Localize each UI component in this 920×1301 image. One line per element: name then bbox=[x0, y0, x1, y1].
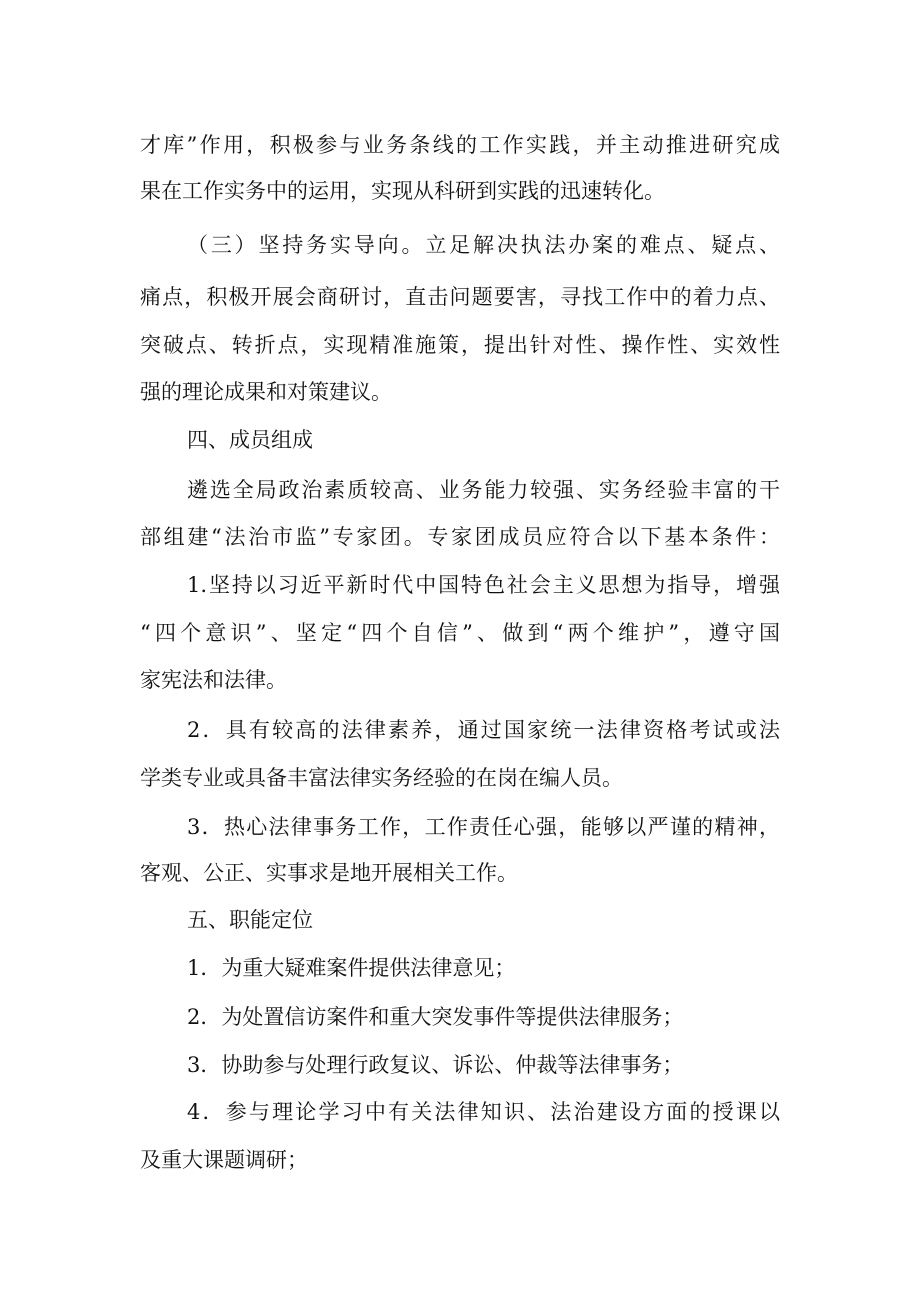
text-line: 果在工作实务中的运用，实现从科研到实践的迅速转化。 bbox=[140, 179, 665, 203]
section-heading: 五、职能定位 bbox=[187, 908, 313, 932]
text-line: 2．为处置信访案件和重大突发事件等提供法律服务； bbox=[187, 1005, 684, 1029]
text-line: “四个意识”、坚定“四个自信”、做到“两个维护”，遵守国 bbox=[140, 621, 780, 645]
text-line: 3．热心法律事务工作，工作责任心强，能够以严谨的精神， bbox=[187, 815, 780, 839]
text-line: 3．协助参与处理行政复议、诉讼、仲裁等法律事务； bbox=[187, 1053, 684, 1077]
text-line: 遴选全局政治素质较高、业务能力较强、实务经验丰富的干 bbox=[187, 478, 780, 502]
text-line: 及重大课题调研； bbox=[140, 1148, 308, 1172]
text-line: 强的理论成果和对策建议。 bbox=[140, 380, 392, 404]
text-line: 2．具有较高的法律素养，通过国家统一法律资格考试或法 bbox=[187, 718, 780, 742]
text-line: 痛点，积极开展会商研讨，直击问题要害，寻找工作中的着力点、 bbox=[140, 285, 780, 309]
text-line: 客观、公正、实事求是地开展相关工作。 bbox=[140, 861, 518, 885]
text-line: 才库”作用，积极参与业务条线的工作实践，并主动推进研究成 bbox=[140, 133, 780, 157]
text-line: 学类专业或具备丰富法律实务经验的在岗在编人员。 bbox=[140, 766, 623, 790]
text-line: 部组建“法治市监”专家团。专家团成员应符合以下基本条件： bbox=[140, 525, 780, 549]
text-line: （三）坚持务实导向。立足解决执法办案的难点、疑点、 bbox=[187, 233, 780, 257]
text-line: 4．参与理论学习中有关法律知识、法治建设方面的授课以 bbox=[187, 1100, 780, 1124]
text-line: 突破点、转折点，实现精准施策，提出针对性、操作性、实效性 bbox=[140, 333, 780, 357]
text-line: 家宪法和法律。 bbox=[140, 668, 287, 692]
text-line: 1.坚持以习近平新时代中国特色社会主义思想为指导，增强 bbox=[187, 573, 780, 597]
text-line: 1．为重大疑难案件提供法律意见； bbox=[187, 956, 516, 980]
section-heading: 四、成员组成 bbox=[187, 428, 313, 452]
